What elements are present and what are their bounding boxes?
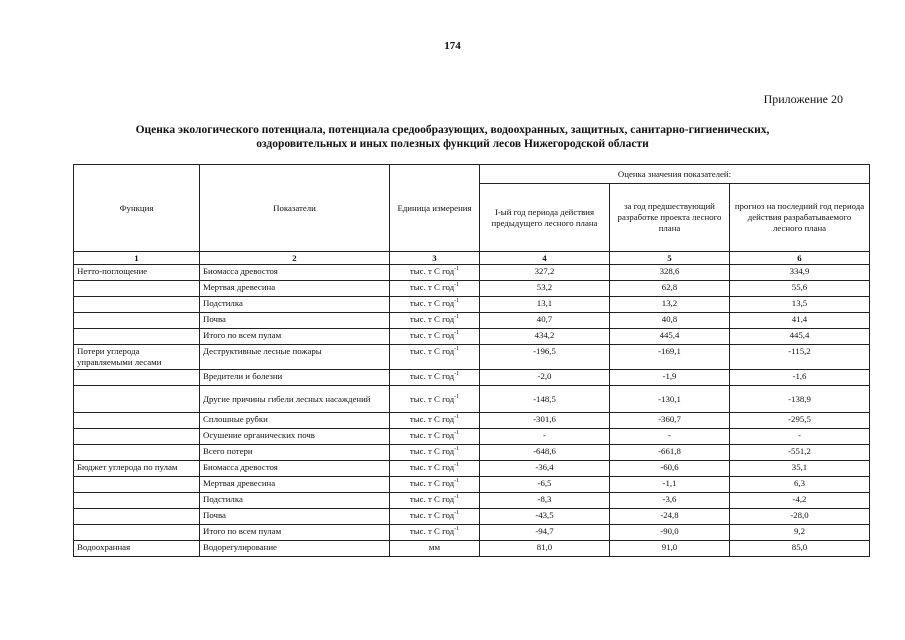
unit-text: тыс. т С год — [409, 298, 455, 308]
value-cell-v6: -4,2 — [730, 493, 870, 509]
unit-exponent: -1 — [454, 446, 460, 452]
indicator-cell: Всего потери — [200, 445, 390, 461]
value-cell-v4: -6,5 — [480, 477, 610, 493]
unit-text: тыс. т С год — [409, 510, 455, 520]
function-cell: Водоохранная — [74, 541, 200, 557]
unit-cell — [390, 461, 480, 477]
appendix-label: Приложение 20 — [763, 92, 843, 106]
unit-text: тыс. т С год — [409, 478, 455, 488]
value-cell-v6: 13,5 — [730, 297, 870, 313]
value-cell-v5: -24,8 — [610, 509, 730, 525]
table-row — [74, 541, 870, 557]
function-cell — [74, 509, 200, 525]
function-cell — [74, 525, 200, 541]
assessment-table — [73, 164, 870, 557]
unit-cell — [390, 297, 480, 313]
table-row — [74, 345, 870, 370]
table-row — [74, 313, 870, 329]
table-row — [74, 445, 870, 461]
value-cell-v4: 81,0 — [480, 541, 610, 557]
indicator-cell: Мертвая древесина — [200, 477, 390, 493]
function-cell — [74, 297, 200, 313]
unit-text: тыс. т С год — [409, 371, 455, 381]
value-cell-v4: -196,5 — [480, 345, 610, 370]
unit-cell — [390, 429, 480, 445]
value-cell-v4: -94,7 — [480, 525, 610, 541]
unit-cell — [390, 281, 480, 297]
function-cell: Потери углерода управляемыми лесами — [74, 345, 200, 370]
header-unit: Единица измерения — [390, 165, 480, 252]
value-cell-v5: 91,0 — [610, 541, 730, 557]
value-cell-v6: 445,4 — [730, 329, 870, 345]
function-cell — [74, 329, 200, 345]
unit-text: тыс. т С год — [409, 446, 455, 456]
function-cell — [74, 413, 200, 429]
document-title — [0, 123, 905, 151]
value-cell-v4: 327,2 — [480, 265, 610, 281]
unit-cell — [390, 265, 480, 281]
function-cell — [74, 313, 200, 329]
unit-cell — [390, 386, 480, 413]
value-cell-v4: -36,4 — [480, 461, 610, 477]
value-cell-v4: 434,2 — [480, 329, 610, 345]
unit-text: тыс. т С год — [409, 346, 455, 356]
header-col6: прогноз на последний год периода действия разрабатываемого лесного плана — [730, 184, 870, 252]
unit-exponent: -1 — [454, 414, 460, 420]
value-cell-v6: 85,0 — [730, 541, 870, 557]
function-cell — [74, 386, 200, 413]
value-cell-v6: 41,4 — [730, 313, 870, 329]
unit-exponent: -1 — [454, 282, 460, 288]
page-number: 174 — [444, 40, 461, 52]
unit-text: тыс. т С год — [409, 314, 455, 324]
indicator-cell: Биомасса древостоя — [200, 265, 390, 281]
header-indicators: Показатели — [200, 165, 390, 252]
function-cell — [74, 445, 200, 461]
value-cell-v6: - — [730, 429, 870, 445]
unit-exponent: -1 — [454, 330, 460, 336]
value-cell-v6: -1,6 — [730, 370, 870, 386]
value-cell-v6: 6,3 — [730, 477, 870, 493]
unit-text: тыс. т С год — [409, 414, 455, 424]
function-cell — [74, 477, 200, 493]
function-cell: Бюджет углерода по пулам — [74, 461, 200, 477]
value-cell-v6: -115,2 — [730, 345, 870, 370]
unit-cell — [390, 477, 480, 493]
col-number: 1 — [74, 252, 200, 265]
col-number: 5 — [610, 252, 730, 265]
table-row — [74, 413, 870, 429]
table-row — [74, 265, 870, 281]
col-number: 2 — [200, 252, 390, 265]
unit-cell — [390, 493, 480, 509]
value-cell-v4: -648,6 — [480, 445, 610, 461]
value-cell-v5: - — [610, 429, 730, 445]
table-row — [74, 281, 870, 297]
table-row — [74, 477, 870, 493]
function-cell — [74, 370, 200, 386]
unit-cell — [390, 413, 480, 429]
table-row — [74, 429, 870, 445]
indicator-cell: Итого по всем пулам — [200, 525, 390, 541]
value-cell-v5: -1,9 — [610, 370, 730, 386]
indicator-cell: Деструктивные лесные пожары — [200, 345, 390, 370]
header-col4: I-ый год периода действия предыдущего лесного плана — [480, 184, 610, 252]
unit-exponent: -1 — [454, 510, 460, 516]
header-col5: за год предшествующий разработке проекта лесного плана — [610, 184, 730, 252]
value-cell-v4: -301,6 — [480, 413, 610, 429]
unit-text: тыс. т С год — [409, 462, 455, 472]
value-cell-v5: -360,7 — [610, 413, 730, 429]
value-cell-v4: -8,3 — [480, 493, 610, 509]
unit-exponent: -1 — [454, 371, 460, 377]
value-cell-v5: 40,8 — [610, 313, 730, 329]
unit-text: тыс. т С год — [409, 526, 455, 536]
value-cell-v4: -43,5 — [480, 509, 610, 525]
table-row — [74, 370, 870, 386]
unit-cell — [390, 313, 480, 329]
indicator-cell: Другие причины гибели лесных насаждений — [200, 386, 390, 413]
col-number: 6 — [730, 252, 870, 265]
unit-cell — [390, 329, 480, 345]
unit-exponent: -1 — [454, 430, 460, 436]
value-cell-v4: 53,2 — [480, 281, 610, 297]
value-cell-v6: -138,9 — [730, 386, 870, 413]
value-cell-v6: 35,1 — [730, 461, 870, 477]
unit-text: тыс. т С год — [409, 266, 455, 276]
value-cell-v4: 40,7 — [480, 313, 610, 329]
value-cell-v5: 445,4 — [610, 329, 730, 345]
table-row — [74, 386, 870, 413]
indicator-cell: Итого по всем пулам — [200, 329, 390, 345]
value-cell-v4: -148,5 — [480, 386, 610, 413]
indicator-cell: Мертвая древесина — [200, 281, 390, 297]
unit-exponent: -1 — [454, 494, 460, 500]
indicator-cell: Сплошные рубки — [200, 413, 390, 429]
table-row — [74, 493, 870, 509]
value-cell-v5: -130,1 — [610, 386, 730, 413]
value-cell-v6: 55,6 — [730, 281, 870, 297]
unit-exponent: -1 — [454, 526, 460, 532]
unit-text: тыс. т С год — [409, 282, 455, 292]
indicator-cell: Биомасса древостоя — [200, 461, 390, 477]
unit-exponent: -1 — [454, 314, 460, 320]
unit-exponent: -1 — [454, 478, 460, 484]
indicator-cell: Почва — [200, 509, 390, 525]
table-row — [74, 297, 870, 313]
unit-exponent: -1 — [454, 462, 460, 468]
value-cell-v5: 62,8 — [610, 281, 730, 297]
unit-cell — [390, 370, 480, 386]
value-cell-v5: -1,1 — [610, 477, 730, 493]
table-row — [74, 461, 870, 477]
value-cell-v4: -2,0 — [480, 370, 610, 386]
function-cell — [74, 281, 200, 297]
table-body — [74, 265, 870, 557]
indicator-cell: Вредители и болезни — [200, 370, 390, 386]
col-number: 4 — [480, 252, 610, 265]
value-cell-v6: 334,9 — [730, 265, 870, 281]
function-cell: Нетто-поглощение — [74, 265, 200, 281]
unit-cell — [390, 525, 480, 541]
indicator-cell: Почва — [200, 313, 390, 329]
unit-exponent: -1 — [454, 393, 460, 400]
value-cell-v5: -661,8 — [610, 445, 730, 461]
value-cell-v4: 13,1 — [480, 297, 610, 313]
unit-exponent: -1 — [454, 346, 460, 352]
header-assessment: Оценка значения показателей: — [480, 165, 870, 184]
value-cell-v5: 13,2 — [610, 297, 730, 313]
unit-text: тыс. т С год — [409, 494, 455, 504]
header-function: Функция — [74, 165, 200, 252]
function-cell — [74, 429, 200, 445]
unit-cell — [390, 509, 480, 525]
value-cell-v6: -295,5 — [730, 413, 870, 429]
value-cell-v6: -28,0 — [730, 509, 870, 525]
table-row — [74, 329, 870, 345]
indicator-cell: Водорегулирование — [200, 541, 390, 557]
value-cell-v5: -169,1 — [610, 345, 730, 370]
unit-cell — [390, 345, 480, 370]
value-cell-v5: -90,0 — [610, 525, 730, 541]
value-cell-v5: -60,6 — [610, 461, 730, 477]
unit-text: тыс. т С год — [409, 430, 455, 440]
table-row — [74, 525, 870, 541]
value-cell-v5: 328,6 — [610, 265, 730, 281]
function-cell — [74, 493, 200, 509]
unit-text: тыс. т С год — [409, 393, 455, 404]
col-number: 3 — [390, 252, 480, 265]
indicator-cell: Осушение органических почв — [200, 429, 390, 445]
indicator-cell: Подстилка — [200, 493, 390, 509]
value-cell-v5: -3,6 — [610, 493, 730, 509]
unit-exponent: -1 — [454, 266, 460, 272]
unit-cell — [390, 445, 480, 461]
indicator-cell: Подстилка — [200, 297, 390, 313]
value-cell-v6: -551,2 — [730, 445, 870, 461]
title-line-1: Оценка экологического потенциала, потенциала средообразующих, водоохранных, защитных, санитарно-гигиенических, — [135, 124, 770, 136]
title-line-2: оздоровительных и иных полезных функций лесов Нижегородской области — [256, 138, 649, 150]
unit-cell: мм — [390, 541, 480, 557]
unit-text: тыс. т С год — [409, 330, 455, 340]
value-cell-v6: 9,2 — [730, 525, 870, 541]
unit-exponent: -1 — [454, 298, 460, 304]
table-row — [74, 509, 870, 525]
value-cell-v4: - — [480, 429, 610, 445]
